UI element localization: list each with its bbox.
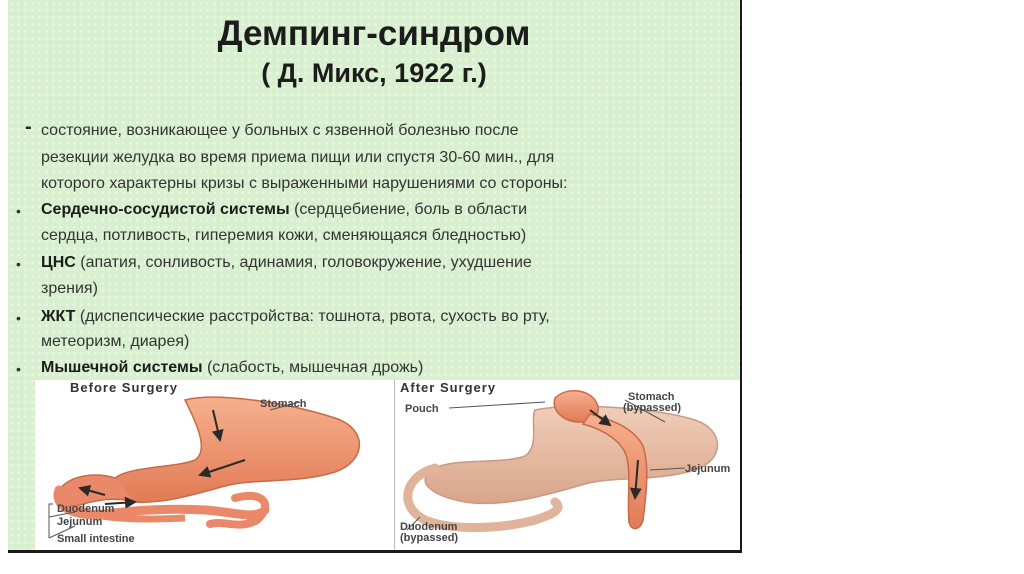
bullet-4-text: (слабость, мышечная дрожь)	[202, 359, 424, 376]
after-label-stomach-bypassed: (bypassed)	[623, 402, 682, 414]
after-label-duodenum-bypassed: (bypassed)	[400, 532, 459, 544]
after-label-duodenum: Duodenum	[400, 521, 458, 533]
after-label-stomach: Stomach	[628, 391, 675, 403]
slide-border-right	[740, 0, 742, 552]
slide-border-bottom	[8, 550, 742, 553]
panel-divider	[394, 380, 395, 550]
before-label-jejunum: Jejunum	[57, 516, 103, 528]
after-label-jejunum: Jejunum	[685, 463, 731, 475]
surgery-illustration	[35, 380, 740, 550]
intro-line-2: резекции желудка во время приема пищи или спустя 30-60 мин., для	[41, 149, 555, 166]
bullet-1-term: Сердечно-сосудистой системы	[41, 201, 290, 218]
bullet-2-line-1	[41, 254, 532, 272]
bullet-3-line-1	[41, 308, 550, 326]
bullet-2-line-2: зрения)	[41, 280, 98, 297]
after-surgery-title: After Surgery	[400, 380, 497, 395]
bullet-4-term: Мышечной системы	[41, 359, 203, 376]
intro-dash: -	[25, 116, 32, 138]
bullet-1-text: (сердцебиение, боль в области	[289, 201, 528, 218]
before-label-duodenum: Duodenum	[57, 503, 115, 515]
slide-title: Демпинг-синдром	[217, 14, 531, 53]
bullet-3-text: (диспепсические расстройства: тошнота, рвота, сухость во рту,	[75, 308, 550, 325]
bullet-2-text: (апатия, сонливость, адинамия, головокружение, ухудшение	[75, 254, 532, 271]
intro-line-3: которого характерны кризы с выраженными нарушениями со стороны:	[41, 175, 568, 192]
bullet-2-term: ЦНС	[41, 254, 76, 271]
bullet-marker-1: •	[16, 203, 21, 219]
bullet-marker-2: •	[16, 256, 21, 272]
bullet-1-line-1	[41, 201, 527, 219]
bullet-marker-4: •	[16, 361, 21, 377]
before-label-small-intestine: Small intestine	[57, 533, 135, 545]
after-label-pouch: Pouch	[405, 403, 439, 415]
bullet-3-term: ЖКТ	[41, 308, 76, 325]
bullet-1-line-2: сердца, потливость, гиперемия кожи, сменяющаяся бледностью)	[41, 227, 527, 244]
before-surgery-title: Before Surgery	[70, 380, 178, 395]
slide-subtitle: ( Д. Микс, 1922 г.)	[261, 58, 487, 88]
intro-line-1: состояние, возникающее у больных с язвенной болезнью после	[41, 122, 519, 139]
slide	[8, 0, 740, 552]
bullet-4-line-1	[41, 359, 423, 377]
before-label-stomach: Stomach	[260, 398, 307, 410]
bullet-marker-3: •	[16, 310, 21, 326]
bullet-3-line-2: метеоризм, диарея)	[41, 333, 190, 350]
